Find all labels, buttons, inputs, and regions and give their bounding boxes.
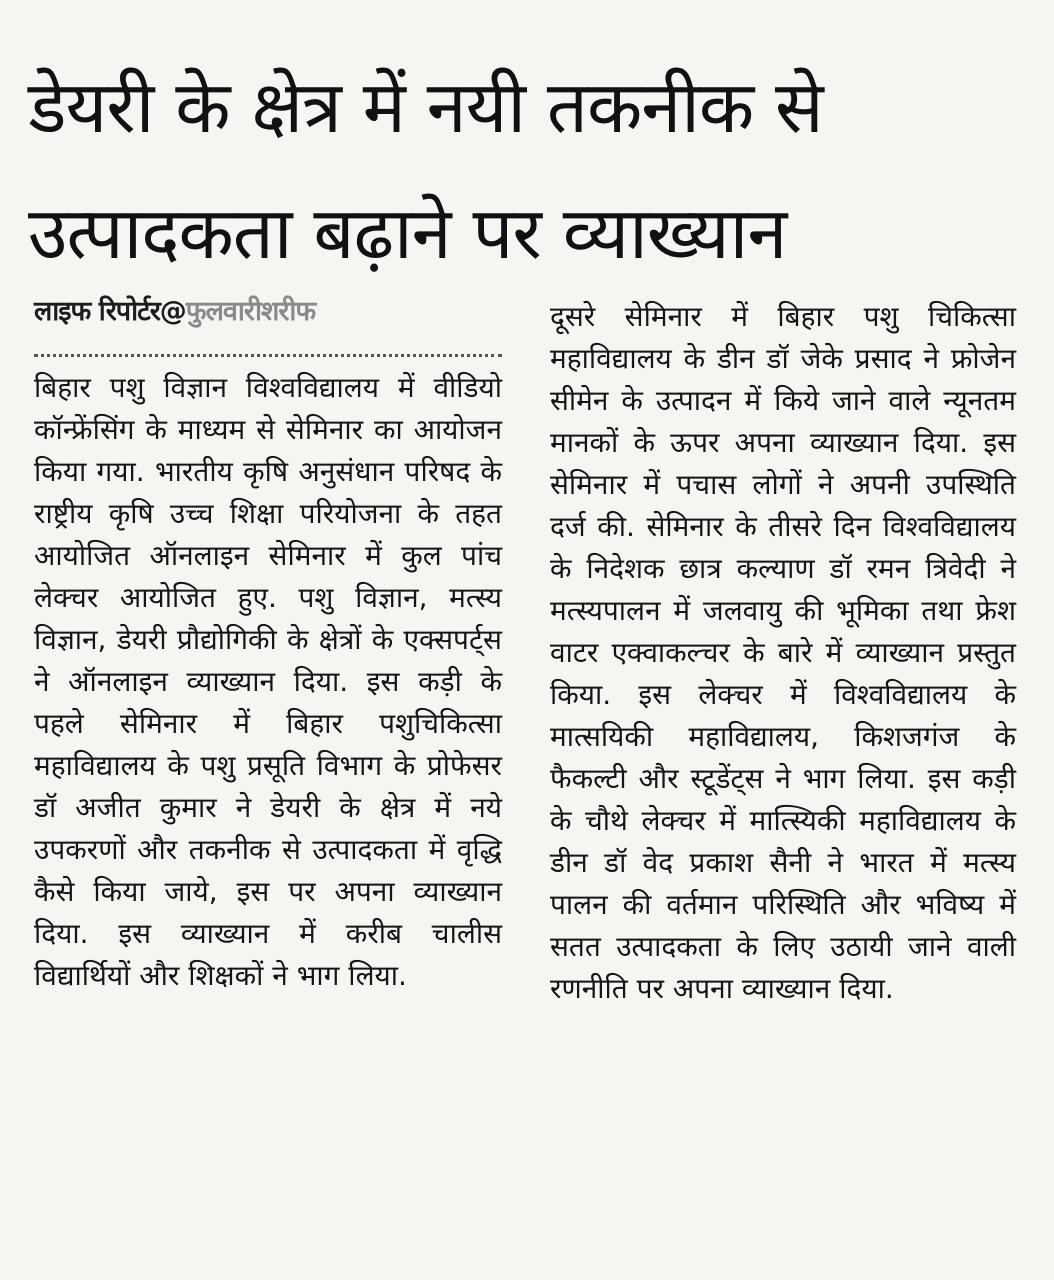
byline-place: फुलवारीशरीफ bbox=[185, 296, 316, 327]
byline-at: @ bbox=[159, 296, 186, 327]
left-column bbox=[34, 288, 502, 997]
right-column bbox=[550, 288, 1016, 1010]
headline-line-1: डेयरी के क्षेत्र में नयी तकनीक से bbox=[28, 65, 823, 149]
byline-reporter: लाइफ रिपोर्टर bbox=[34, 296, 160, 327]
headline-line-2: उत्पादकता बढ़ाने पर व्याख्यान bbox=[28, 191, 787, 275]
byline bbox=[34, 288, 502, 336]
right-column-text: दूसरे सेमिनार में बिहार पशु चिकित्सा महाविद्यालय के डीन डॉ जेके प्रसाद ने फ्रोजेन सीमेन के उत्पादन में किये जाने वाले न्यूनतम मानकों के ऊपर अपना व्याख्यान दिया. इस सेमिनार में पचास लोगों ने अपनी उपस्थिति दर्ज की. सेमिनार के तीसरे दिन विश्वविद्यालय के निदेशक छात्र कल्याण डॉ रमन त्रिवेदी ने मत्स्यपालन में जलवायु की भूमिका तथा फ्रेश वाटर एक्वाकल्चर के बारे में व्याख्यान प्रस्तुत किया. इस लेक्चर में विश्वविद्यालय के मात्सयिकी महाविद्यालय, किशजगंज के फैकल्टी और स्टूडेंट्स ने भाग लिया. इस कड़ी के चौथे लेक्चर में मात्स्यिकी महाविद्यालय के डीन डॉ वेद प्रकाश सैनी ने भारत में मत्स्य पालन की वर्तमान परिस्थिति और भविष्य में सतत उत्पादकता के लिए उठायी जाने वाली रणनीति पर अपना व्याख्यान दिया. bbox=[550, 300, 1016, 1005]
headline bbox=[28, 44, 1028, 296]
dotted-divider bbox=[34, 354, 502, 357]
left-column-text: बिहार पशु विज्ञान विश्वविद्यालय में वीडियो कॉन्फ्रेंसिंग के माध्यम से सेमिनार का आयोजन किया गया. भारतीय कृषि अनुसंधान परिषद के राष्ट्रीय कृषि उच्च शिक्षा परियोजना के तहत आयोजित ऑनलाइन सेमिनार में कुल पांच लेक्चर आयोजित हुए. पशु विज्ञान, मत्स्य विज्ञान, डेयरी प्रौद्योगिकी के क्षेत्रों के एक्सपर्ट्स ने ऑनलाइन व्याख्यान दिया. इस कड़ी के पहले सेमिनार में बिहार पशुचिकित्सा महाविद्यालय के पशु प्रसूति विभाग के प्रोफेसर डॉ अजीत कुमार ने डेयरी के क्षेत्र में नये उपकरणों और तकनीक से उत्पादकता में वृद्धि कैसे किया जाये, इस पर अपना व्याख्यान दिया. इस व्याख्यान में करीब चालीस विद्यार्थियों और शिक्षकों ने भाग लिया. bbox=[34, 371, 502, 992]
